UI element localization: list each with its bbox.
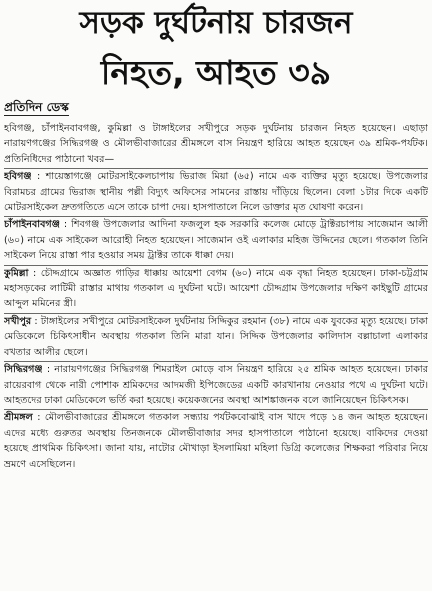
intro-paragraph: হবিগঞ্জ, চাঁপাইনবাবগঞ্জ, কুমিল্লা ও টাঙ্গাইলের সখীপুরে সড়ক দুর্ঘটনায় চারজন নিহত হয়েছেন। এছাড়া নারায়ণগঞ্জের সিদ্ধিরগঞ্জ ও মৌলভীবাজারের শ্রীমঙ্গলে বাস নিয়ন্ত্রণ হারিয়ে আহত হয়েছেন ৩৯ শ্রমিক-পর্যটক। প্রতিনিধিদের পাঠানো খবর— <box>4 123 428 165</box>
article-body <box>4 121 428 587</box>
section-paragraph: কুমিল্লা : চৌদ্দগ্রামে অজ্ঞাত গাড়ির ধাক্কায় আয়েশা বেগম (৬০) নামে এক বৃদ্ধা নিহত হয়েছেন। ঢাকা-চট্টগ্রাম মহাসড়কের লাটিমী রাস্তার মাথায় গতকাল এ দুর্ঘটনা ঘটে। আয়েশা চৌদ্দগ্রাম উপজেলার দক্ষিণ কাইছুটি গ্রামের আব্দুল মমিনের স্ত্রী। <box>4 265 428 312</box>
section-dateline: সখীপুর <box>4 315 32 327</box>
section-text: টাঙ্গাইলের সখীপুরে মোটরসাইকেল দুর্ঘটনায় সিদ্দিকুর রহমান (৩৮) নামে এক যুবকের মৃত্যু হয়েছে। ঢাকা মেডিকেলে চিকিৎসাধীন অবস্থায় গতকাল তিনি মারা যান। সিদ্দিক উপজেলার কালিদাস বল্লাচালা এলাকার বখতার আলীর ছেলে। <box>4 315 428 358</box>
section-paragraph: সখীপুর : টাঙ্গাইলের সখীপুরে মোটরসাইকেল দুর্ঘটনায় সিদ্দিকুর রহমান (৩৮) নামে এক যুবকের মৃত্যু হয়েছে। ঢাকা মেডিকেলে চিকিৎসাধীন অবস্থায় গতকাল তিনি মারা যান। সিদ্দিক উপজেলার কালিদাস বল্লাচালা এলাকার বখতার আলীর ছেলে। <box>4 313 428 360</box>
section-dateline: চাঁপাইনবাবগঞ্জ <box>4 219 60 231</box>
section-text: মৌলভীবাজারের শ্রীমঙ্গলে গতকাল সন্ধ্যায় পর্যটকবোঝাই বাস খাদে পড়ে ১৪ জন আহত হয়েছেন। এদের মধ্যে গুরুতর অবস্থায় তিনজনকে মৌলভীবাজার সদর হাসপাতালে পাঠানো হয়েছে। বাকিদের দেওয়া হয়েছে প্রাথমিক চিকিৎসা। জানা যায়, নাটোর মৌখাড়া ইসলামিয়া মহিলা ডিগ্রি কলেজের শিক্ষকরা পরিবার নিয়ে ভ্রমণে এসেছিলেন। <box>4 412 428 470</box>
section-paragraph: হবিগঞ্জ : শায়েস্তাগঞ্জে মোটরসাইকেলচাপায় ভিরাজ মিয়া (৬৫) নামে এক ব্যক্তির মৃত্যু হয়েছে। উপজেলার বিরামচর গ্রামের ভিরাজ স্থানীয় পল্লী বিদ্যুৎ অফিসের সামনের রাস্তায় দাঁড়িয়ে ছিলেন। বেলা ১টার দিকে একটি মোটরসাইকেল দ্রুতগতিতে এসে তাকে চাপা দেয়। হাসপাতালে নিলে ডাক্তার মৃত ঘোষণা করেন। <box>4 168 428 215</box>
section-text: নারায়ণগঞ্জের সিদ্ধিরগঞ্জ শিমরাইল মোড়ে বাস নিয়ন্ত্রণ হারিয়ে ২৫ শ্রমিক আহত হয়েছেন। ঢাকার রায়েরবাগ থেকে নারী পোশাক শ্রমিকদের আদমজী ইপিজেডের একটি কারখানায় নেওয়ার পথে এ দুর্ঘটনা ঘটে। আহতদের ঢাকা মেডিকেলে ভর্তি করা হয়েছে। কয়েকজনের অবস্থা আশঙ্কাজনক বলে জানিয়েছেন চিকিৎসক। <box>4 364 428 406</box>
section-paragraph: চাঁপাইনবাবগঞ্জ : শিবগঞ্জ উপজেলার আদিনা ফজলুল হক সরকারি কলেজ মোড়ে ট্রাক্টরচাপায় সাজেমান আলী (৬০) নামে এক সাইকেল আরোহী নিহত হয়েছেন। সাজেমান ওই এলাকার মহিজ উদ্দিনের ছেলে। গতকাল তিনি সাইকেল নিয়ে রাস্তা পার হওয়ার সময় ট্রাক্টর তাকে ধাক্কা দেয়। <box>4 216 428 263</box>
byline: প্রতিদিন ডেস্ক <box>4 100 69 114</box>
section-paragraph: সিদ্ধিরগঞ্জ : নারায়ণগঞ্জের সিদ্ধিরগঞ্জ শিমরাইল মোড়ে বাস নিয়ন্ত্রণ হারিয়ে ২৫ শ্রমিক আহত হয়েছেন। ঢাকার রায়েরবাগ থেকে নারী পোশাক শ্রমিকদের আদমজী ইপিজেডের একটি কারখানায় নেওয়ার পথে এ দুর্ঘটনা ঘটে। আহতদের ঢাকা মেডিকেলে ভর্তি করা হয়েছে। কয়েকজনের অবস্থা আশঙ্কাজনক বলে জানিয়েছেন চিকিৎসক। <box>4 361 428 408</box>
headline-line-1: সড়ক দুর্ঘটনায় চারজন <box>79 5 353 41</box>
section-paragraph: শ্রীমঙ্গল : মৌলভীবাজারের শ্রীমঙ্গলে গতকাল সন্ধ্যায় পর্যটকবোঝাই বাস খাদে পড়ে ১৪ জন আহত হয়েছেন। এদের মধ্যে গুরুতর অবস্থায় তিনজনকে মৌলভীবাজার সদর হাসপাতালে পাঠানো হয়েছে। বাকিদের দেওয়া হয়েছে প্রাথমিক চিকিৎসা। জানা যায়, নাটোর মৌখাড়া ইসলামিয়া মহিলা ডিগ্রি কলেজের শিক্ষকরা পরিবার নিয়ে ভ্রমণে এসেছিলেন। <box>4 409 428 472</box>
section-dateline: হবিগঞ্জ <box>4 171 32 183</box>
section-dateline: সিদ্ধিরগঞ্জ <box>4 364 43 376</box>
section-dateline: শ্রীমঙ্গল <box>4 412 33 424</box>
section-text: শায়েস্তাগঞ্জে মোটরসাইকেলচাপায় ভিরাজ মিয়া (৬৫) নামে এক ব্যক্তির মৃত্যু হয়েছে। উপজেলার বিরামচর গ্রামের ভিরাজ স্থানীয় পল্লী বিদ্যুৎ অফিসের সামনের রাস্তায় দাঁড়িয়ে ছিলেন। বেলা ১টার দিকে একটি মোটরসাইকেল দ্রুতগতিতে এসে তাকে চাপা দেয়। হাসপাতালে নিলে ডাক্তার মৃত ঘোষণা করেন। <box>4 171 428 214</box>
section-text: শিবগঞ্জ উপজেলার আদিনা ফজলুল হক সরকারি কলেজ মোড়ে ট্রাক্টরচাপায় সাজেমান আলী (৬০) নামে এক সাইকেল আরোহী নিহত হয়েছেন। সাজেমান ওই এলাকার মহিজ উদ্দিনের ছেলে। গতকাল তিনি সাইকেল নিয়ে রাস্তা পার হওয়ার সময় ট্রাক্টর তাকে ধাক্কা দেয়। <box>4 219 428 262</box>
section-text: চৌদ্দগ্রামে অজ্ঞাত গাড়ির ধাক্কায় আয়েশা বেগম (৬০) নামে এক বৃদ্ধা নিহত হয়েছেন। ঢাকা-চট্টগ্রাম মহাসড়কের লাটিমী রাস্তার মাথায় গতকাল এ দুর্ঘটনা ঘটে। আয়েশা চৌদ্দগ্রাম উপজেলার দক্ষিণ কাইছুটি গ্রামের আব্দুল মমিনের স্ত্রী। <box>4 267 428 310</box>
section-dateline: কুমিল্লা <box>4 267 29 279</box>
headline-line-2: নিহত, আহত ৩৯ <box>100 53 332 92</box>
